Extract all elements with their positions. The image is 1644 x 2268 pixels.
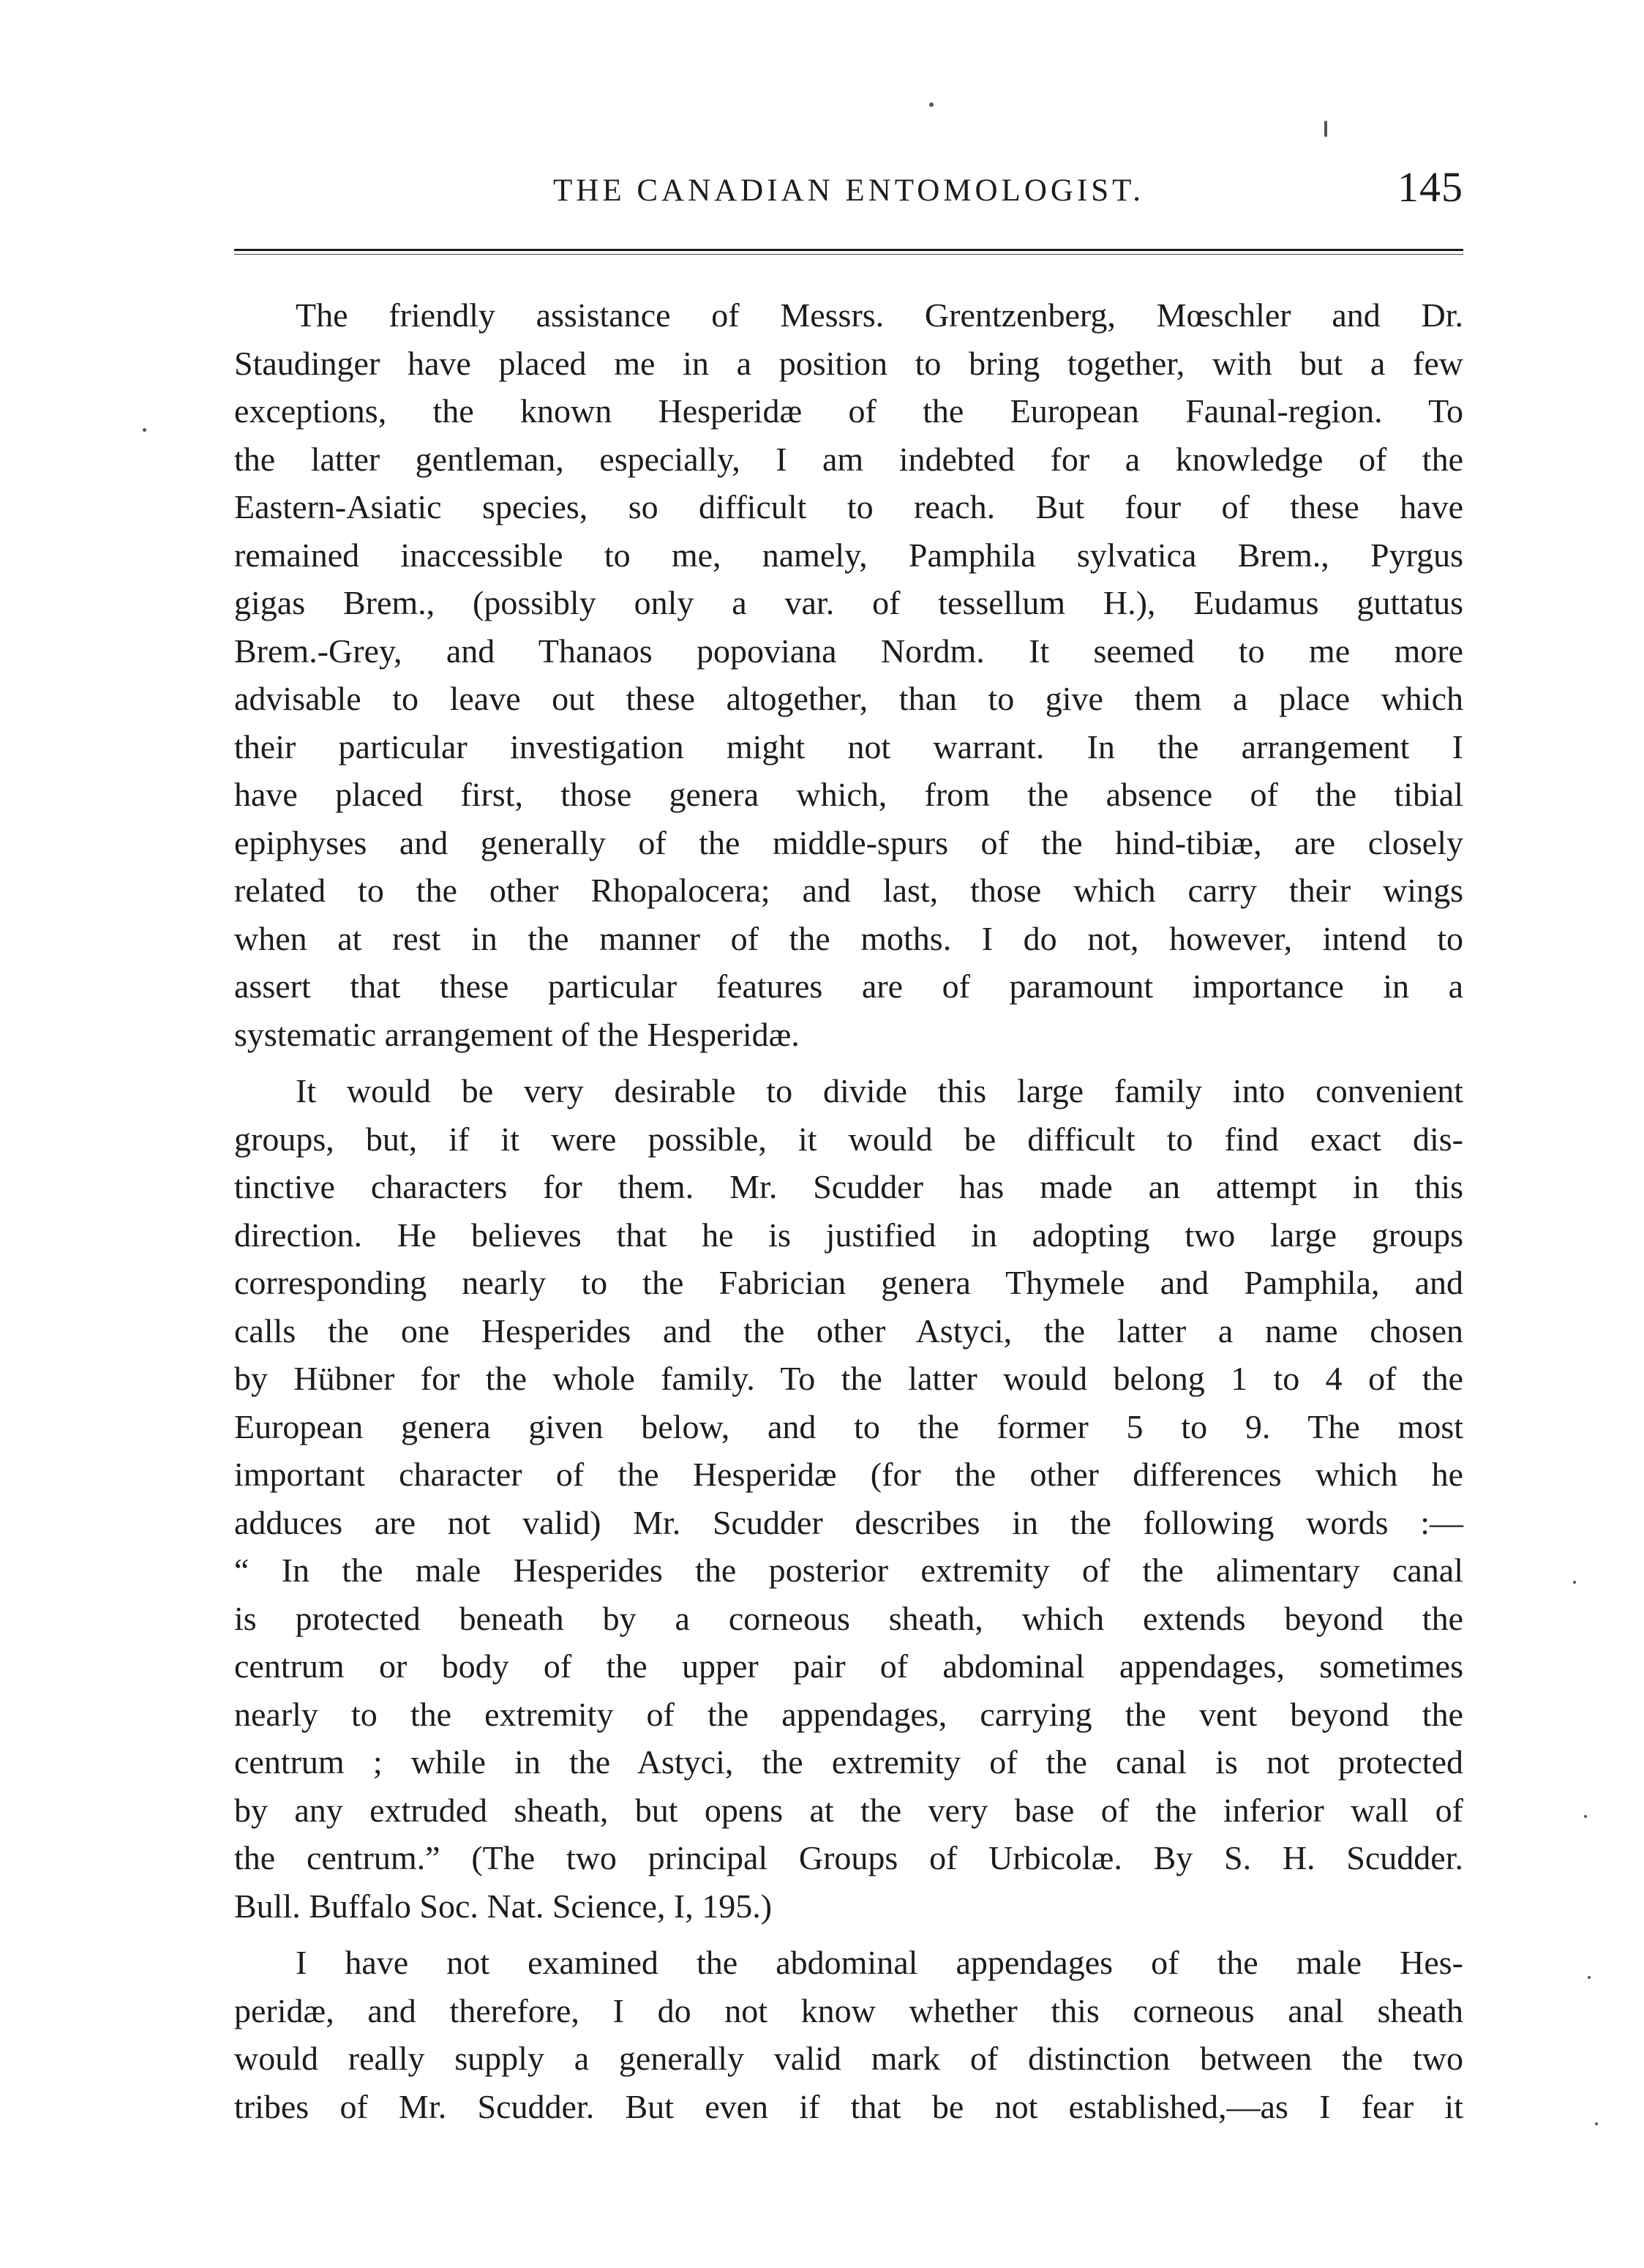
text-line: by any extruded sheath, but opens at the very base of the inferior wall of [234,1791,1463,1829]
paragraph-3 [234,1939,1463,2130]
body-text [234,291,1463,2139]
text-line: would really supply a generally valid mark of distinction between the two [234,2040,1463,2077]
text-line: calls the one Hesperides and the other Astyci, the latter a name chosen [234,1311,1463,1350]
text-line: Eastern-Asiatic species, so difficult to reach. But four of these have [234,488,1463,525]
text-line: when at rest in the manner of the moths. I do not, however, intend to [234,919,1463,957]
text-line: advisable to leave out these altogether, than to give them a place which [234,680,1463,717]
text-line: epiphyses and generally of the middle-spurs of the hind-tibiæ, are closely [234,823,1463,861]
text-line: tinctive characters for them. Mr. Scudder has made an attempt in this [234,1168,1463,1205]
text-line: important character of the Hesperidæ (for the other differences which he [234,1456,1463,1493]
text-line: Brem.-Grey, and Thanaos popoviana Nordm. It seemed to me more [234,632,1463,670]
scan-speck [1588,1976,1591,1979]
scan-speck [143,428,146,432]
text-line: gigas Brem., (possibly only a var. of tessellum H.), Eudamus guttatus [234,584,1463,621]
text-line: related to the other Rhopalocera; and last, those which carry their wings [234,872,1463,909]
scan-speck [1595,2122,1598,2125]
text-line: It would be very desirable to divide this large family into convenient [296,1072,1463,1109]
text-line: assert that these particular features are of paramount importance in a [234,968,1463,1005]
text-line: The friendly assistance of Messrs. Grentzenberg, Mœschler and Dr. [296,296,1463,334]
text-line: I have not examined the abdominal appendages of the male Hes- [296,1944,1463,1981]
text-line: direction. He believes that he is justified in adopting two large groups [234,1216,1463,1254]
text-line: peridæ, and therefore, I do not know whether this corneous anal sheath [234,1991,1463,2029]
text-line: groups, but, if it were possible, it would be difficult to find exact dis- [234,1120,1463,1158]
scan-speck [1324,121,1327,137]
paragraph-2 [234,1067,1463,1930]
text-line: nearly to the extremity of the appendages, carrying the vent beyond the [234,1695,1463,1733]
scan-speck [929,102,934,107]
text-line: the latter gentleman, especially, I am indebted for a knowledge of the [234,440,1463,478]
text-line: remained inaccessible to me, namely, Pamphila sylvatica Brem., Pyrgus [234,536,1463,574]
running-title: THE CANADIAN ENTOMOLOGIST. [553,173,1144,208]
text-line: “ In the male Hesperides the posterior extremity of the alimentary canal [234,1552,1463,1589]
text-line: Staudinger have placed me in a position to bring together, with but a few [234,344,1463,382]
text-line: Bull. Buffalo Soc. Nat. Science, I, 195.) [234,1887,773,1925]
text-line: European genera given below, and to the former 5 to 9. The most [234,1407,1463,1445]
text-line: the centrum.” (The two principal Groups of Urbicolæ. By S. H. Scudder. [234,1839,1463,1876]
header-rule [234,249,1463,251]
text-line: exceptions, the known Hesperidæ of the European Faunal-region. To [234,392,1463,430]
scan-speck [1573,1581,1576,1584]
paragraph-1 [234,291,1463,1058]
text-line: systematic arrangement of the Hesperidæ. [234,1015,800,1053]
text-line: centrum or body of the upper pair of abdominal appendages, sometimes [234,1647,1463,1685]
text-line: centrum ; while in the Astyci, the extremity of the canal is not protected [234,1743,1463,1781]
text-line: by Hübner for the whole family. To the latter would belong 1 to 4 of the [234,1360,1463,1397]
text-line: tribes of Mr. Scudder. But even if that be not established,—as I fear it [234,2087,1463,2125]
text-line: adduces are not valid) Mr. Scudder describes in the following words :— [234,1503,1463,1541]
text-line: is protected beneath by a corneous sheath, which extends beyond the [234,1599,1463,1637]
scan-speck [1584,1815,1587,1818]
text-line: have placed first, those genera which, from the absence of the tibial [234,776,1463,813]
text-line: corresponding nearly to the Fabrician genera Thymele and Pamphila, and [234,1264,1463,1301]
page-header [234,162,1463,221]
page-number: 145 [1397,163,1463,211]
text-line: their particular investigation might not warrant. In the arrangement I [234,727,1463,766]
